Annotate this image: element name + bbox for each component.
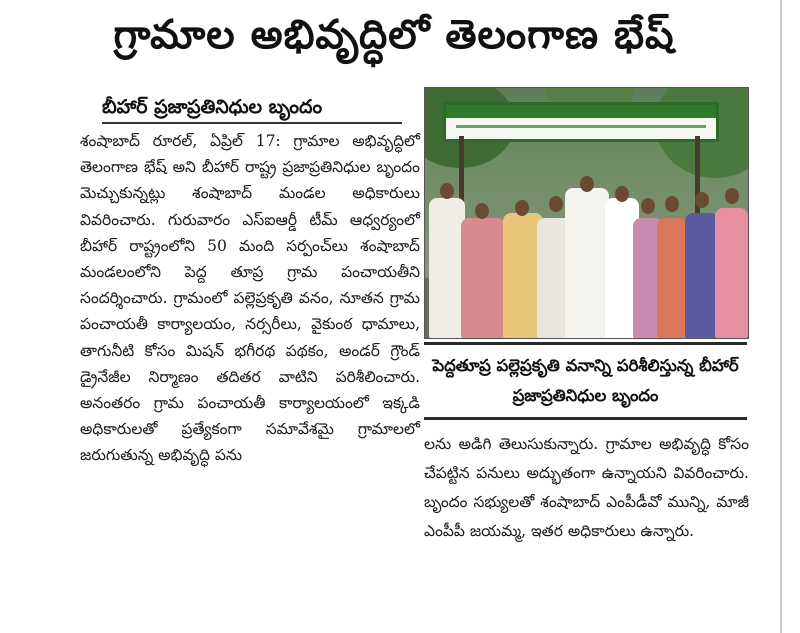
body-paragraph-left: శంషాబాద్ రూరల్, ఏప్రిల్ 17: గ్రామాల అభివృద్ధిలో తెలంగాణ భేష్ అని బీహార్ రాష్ట్ర ప్రజాప్రతినిధుల బృందం మెచ్చుకున్నట్లు శంషాబాద్ మండల అధికారులు వివరించారు. గురువారం ఎస్ఐఆర్డీ టీమ్ ఆధ్వర్యంలో బీహార్ రాష్ట్రంలోని 50 మంది సర్పంచ్‌లు శంషాబాద్ మండలంలోని పెద్ద తూప్ర గ్రామ పంచాయతీని సందర్శించారు. గ్రామంలో పల్లెప్రకృతి వనం, నూతన గ్రామ పంచాయతీ కార్యాలయం, నర్సరీలు, వైకుంఠ ధామాలు, తాగునీటి కోసం మిషన్ భగీరథ పథకం, అండర్ గ్రౌండ్ డ్రైనేజీల నిర్మాణం తదితర వాటిని పరిశీలించారు. అనంతరం గ్రామ పంచాయతీ కార్యాలయంలో ఇక్కడి అధికారులతో ప్రత్యేకంగా సమావేశమై గ్రామాలలో జరుగుతున్న అభివృద్ధి పను [80,132,420,465]
news-photo [424,87,749,339]
body-paragraph-right: లను అడిగి తెలుసుకున్నారు. గ్రామాల అభివృద్ధి కోసం చేపట్టిన పనులు అద్భుతంగా ఉన్నాయని వివరించారు. బృందం సభ్యులతో శంషాబాద్ ఎంపీడీవో మున్ని, మాజీ ఎంపీపీ జయమ్మ, ఇతర అధికారులు ఉన్నారు. [424,435,749,540]
subheadline: బీహార్ ప్రజాప్రతినిధుల బృందం [102,92,402,124]
column-divider [780,0,782,633]
photo-caption: పెద్దతూప్ర పల్లెప్రకృతి వనాన్ని పరిశీలిస్తున్న బీహార్ ప్రజాప్రతినిధుల బృందం [424,342,747,420]
article-body-left [80,128,420,469]
headline: గ్రామాల అభివృద్ధిలో తెలంగాణ భేష్ [113,12,675,58]
article-body-right [424,430,749,546]
village-signboard [443,102,719,142]
